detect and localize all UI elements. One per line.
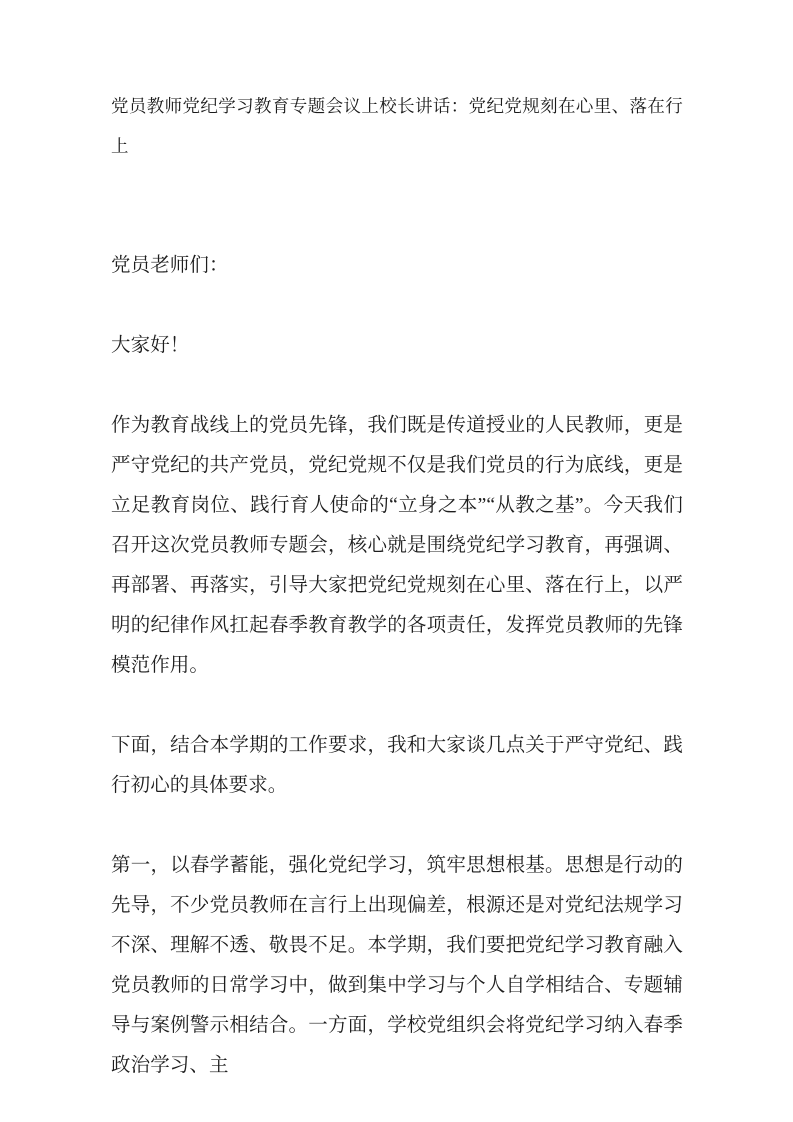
paragraph-3: 第一，以春学蓄能，强化党纪学习，筑牢思想根基。思想是行动的先导，不少党员教师在言行上出现偏差，根源还是对党纪法规学习不深、理解不透、敬畏不足。本学期，我们要把党纪学习教育融入党员教师的日常学习中，做到集中学习与个人自学相结合、专题辅导与案例警示相结合。一方面，学校党组织会将党纪学习纳入春季政治学习、主: [111, 855, 683, 1076]
spacer-after-title: [111, 166, 683, 246]
spacer-after-salutation: [111, 286, 683, 326]
salutation: 党员老师们：: [111, 255, 229, 276]
spacer-after-greeting: [111, 366, 683, 406]
spacer-after-paragraph-2: [111, 806, 683, 846]
document-text-column: [111, 86, 683, 1086]
paragraph-1: 作为教育战线上的党员先锋，我们既是传道授业的人民教师，更是严守党纪的共产党员，党纪党规不仅是我们党员的行为底线，更是立足教育岗位、践行育人使命的“立身之本”“从教之基”。今天我们召开这次党员教师专题会，核心就是围绕党纪学习教育，再强调、再部署、再落实，引导大家把党纪党规刻在心里、落在行上，以严明的纪律作风扛起春季教育教学的各项责任，发挥党员教师的先锋模范作用。: [111, 415, 683, 676]
document-title: 党员教师党纪学习教育专题会议上校长讲话：党纪党规刻在心里、落在行上: [111, 96, 683, 156]
paragraph-2: 下面，结合本学期的工作要求，我和大家谈几点关于严守党纪、践行初心的具体要求。: [111, 735, 683, 796]
spacer-after-paragraph-1: [111, 686, 683, 726]
greeting: 大家好！: [111, 335, 190, 356]
